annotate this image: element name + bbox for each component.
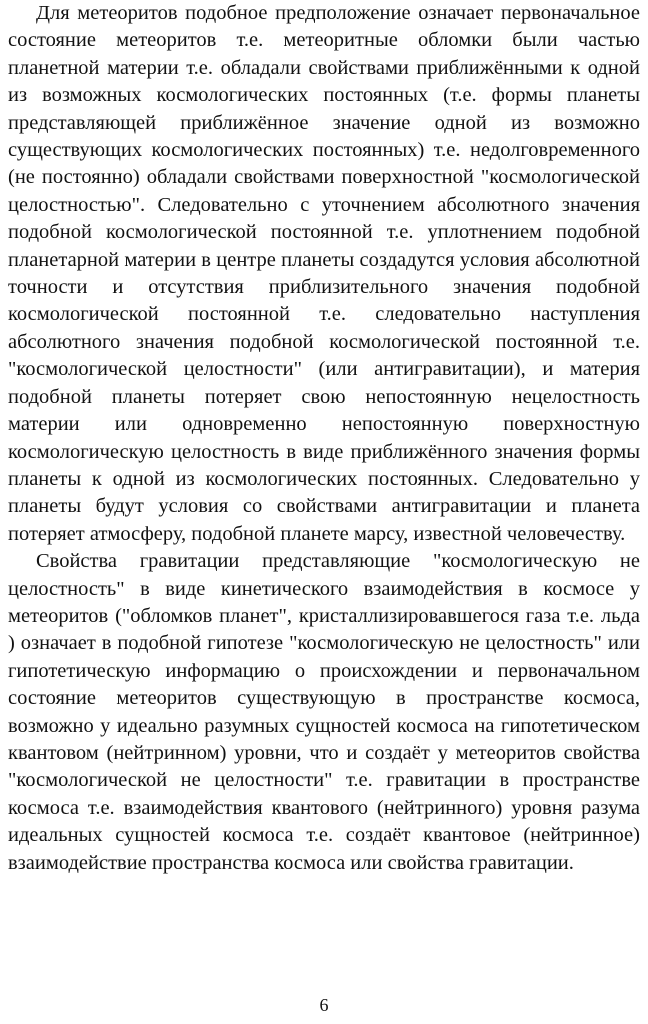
paragraph-2: Свойства гравитации представляющие "космологическую не целостность" в виде кинетического взаимодействия в космосе у метеоритов ("обломков планет", кристаллизировавшегося газа т.е. льда ) означает в подобной гипотезе "космологическую не целостность" или гипотетическую информацию о происхождении и первоначальном состояние метеоритов существующую в пространстве космоса, возможно у идеально разумных сущностей космоса на гипотетическом квантовом (нейтринном) уровни, что и создаёт у метеоритов свойства "космологической не целостности" т.е. гравитации в пространстве космоса т.е. взаимодействия квантового (нейтринного) уровня разума идеальных сущностей космоса т.е. создаёт квантовое (нейтринное) взаимодействие пространства космоса или свойства гравитации. [8,550,640,874]
document-page [8,0,640,1024]
page-number: 6 [319,995,329,1015]
body-text [8,0,640,877]
paragraph-1: Для метеоритов подобное предположение означает первоначальное состояние метеоритов т.е. метеоритные обломки были частью планетной материи т.е. обладали свойствами приближёнными к одной из возможных космологических постоянных (т.е. формы планеты представляющей приближённое значение одной из возможно существующих космологических постоянных) т.е. недолговременного (не постоянно) обладали свойствами поверхностной "космологической целостностью". Следовательно с уточнением абсолютного значения подобной космологической постоянной т.е. уплотнением подобной планетарной материи в центре планеты создадутся условия абсолютной точности и отсутствия приблизительного значения подобной космологической постоянной т.е. следовательно наступления абсолютного значения подобной космологической постоянной т.е. "космологической целостности" (или антигравитации), и материя подобной планеты потеряет свою непостоянную нецелостность материи или одновременно непостоянную поверхностную космологическую целостность в виде приближённого значения формы планеты к одной из космологических постоянных. Следовательно у планеты будут условия со свойствами антигравитации и планета потеряет атмосферу, подобной планете марсу, известной человечеству. [8,2,640,545]
